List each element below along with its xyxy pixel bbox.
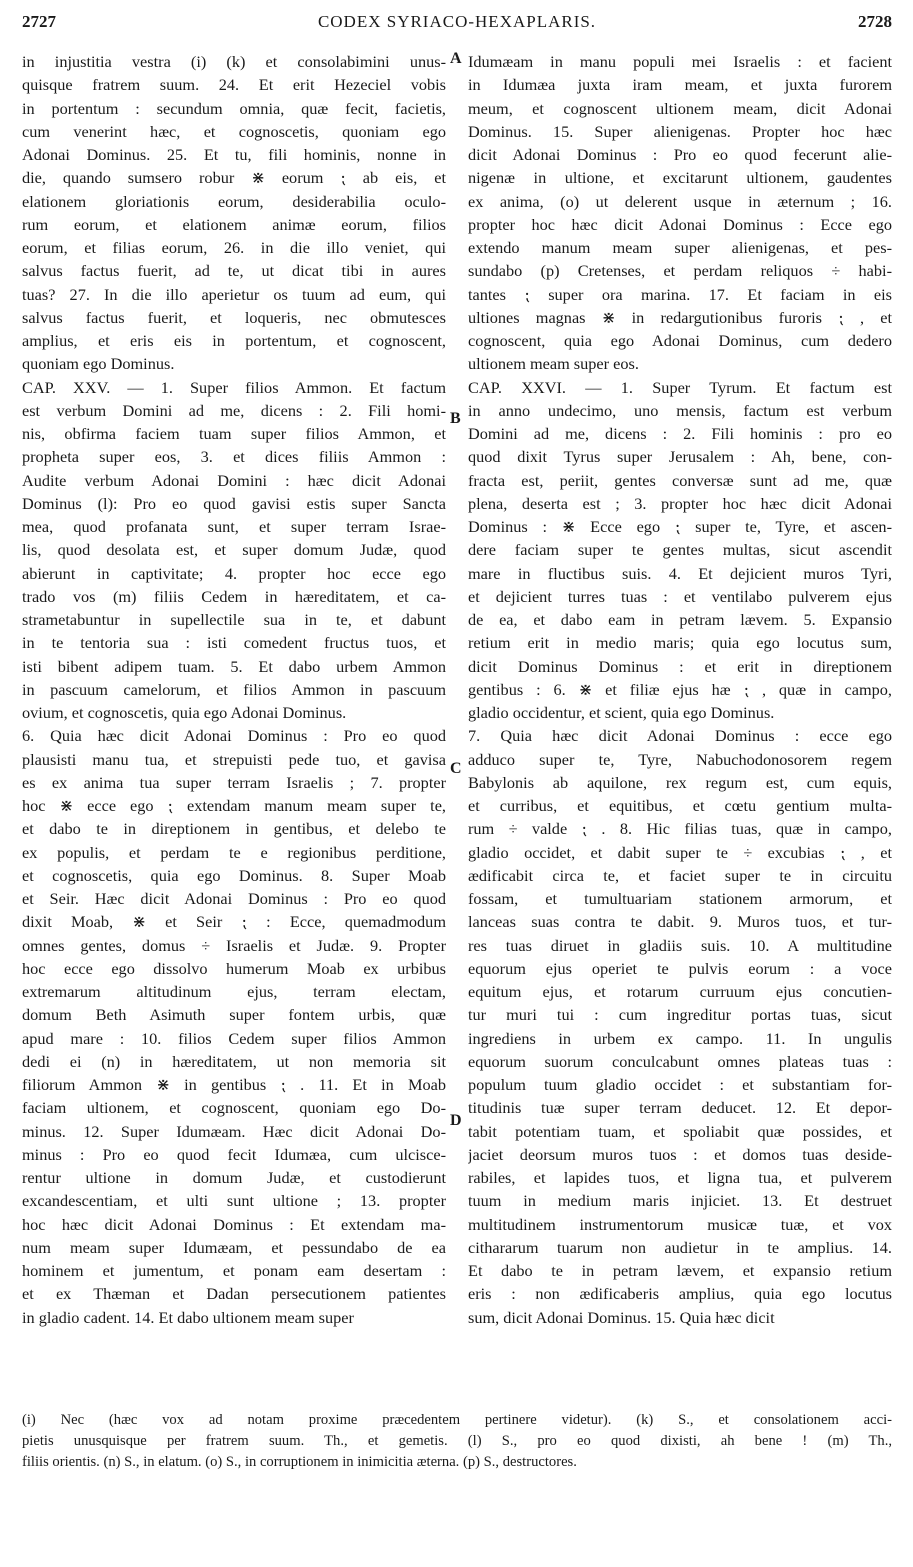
text-line: nis, obfirma faciem tuam super filios Ammon, et [22,424,446,443]
text-line: in injustitia vestra (i) (k) et consolabimini unus- [22,52,446,71]
text-line: Dominus (l): Pro eo quod gavisi estis super Sancta [22,493,446,513]
text-line: dere faciam super te gentes multas, sicut ascendit [468,540,892,560]
text-line: eorum, et filias eorum, 26. in die illo veniet, qui [22,238,446,257]
footnote-line: (i) Nec (hæc vox ad notam proxime præcedentem pertinere videtur). (k) S., et consolationem acci- [22,1412,892,1428]
text-line: dicit Adonai Dominus : Pro eo quod fecerunt alie- [468,145,892,164]
left-column [22,50,446,1329]
text-line: sundabo (p) Cretenses, et perdam reliquos ÷ habi- [468,261,892,281]
text-line: quoniam ego Dominus. [22,354,175,374]
text-line: quisque fratrem suum. 24. Et erit Hezeciel vobis [22,75,446,95]
text-line: hoc ecce ego dissolvo humerum Moab ex urbibus [22,958,446,978]
text-line: abierunt in captivitate; 4. propter hoc ecce ego [22,563,446,583]
text-line: in te tentoria sua : isti comedent fructus tuos, et [22,633,446,653]
text-line: populum tuum gladio occidet : et substantiam for- [468,1075,892,1094]
text-line: gladio occidentur, et scient, quia ego Dominus. [468,703,775,722]
text-line: ex anima, (o) ut delerent usque in æternum ; 16. [468,191,892,211]
text-line: lis, quod desolata est, et super domum Judæ, quod [22,540,446,560]
section-marker-a: A [450,50,462,67]
text-line: hominem et jumentum, et ponam eam desertam : [22,1261,446,1280]
text-line: Adonai Dominus. 25. Et tu, fili hominis, nonne in [22,145,446,164]
text-line: et ex Thæman et Dadan persecutionem patientes [22,1284,446,1304]
text-line: propheta super eos, 3. et dices filiis Ammon : [22,447,446,467]
text-line: 7. Quia hæc dicit Adonai Dominus : ecce ego [468,726,892,746]
text-line: Babylonis ab aquilone, rex regum est, cum equis, [468,772,892,792]
running-title: CODEX SYRIACO-HEXAPLARIS. [317,12,597,31]
text-line: et dejicient turres tuas : et ventilabo pulverem ejus [468,586,892,606]
text-line: equorum ejus operiet te pulvis eorum : a voce [468,958,892,978]
text-line: Dominus. 15. Super alienigenas. Propter hoc hæc [468,121,892,141]
text-line: tuum in medium maris injiciet. 13. Et destruet [468,1191,892,1211]
text-line: rum ÷ valde ⁏ . 8. Hic filias tuas, quæ in campo, [468,819,892,839]
text-line: gentibus : 6. ⋇ et filiæ ejus hæ ⁏ , quæ in campo, [468,679,892,699]
text-line: isti bibent adipem tuam. 5. Et dabo urbem Ammon [22,656,446,676]
text-line: Audite verbum Adonai Domini : hæc dicit Adonai [22,470,446,490]
text-line: num meam super Idumæam, et pessundabo de ea [22,1237,446,1257]
text-line: mare in fluctibus suis. 4. Et dejicient muros Tyri, [468,563,892,583]
text-line: plena, deserta est ; 3. propter hoc hæc dicit Adonai [468,493,892,513]
text-line: amplius, et eris eis in portentum, et cognoscent, [22,331,446,350]
text-line: equitum ejus, et rotarum curruum ejus concutien- [468,982,892,1001]
text-line: filiorum Ammon ⋇ in gentibus ⁏ . 11. Et in Moab [22,1075,446,1094]
text-line: domum Beth Asimuth super fontem urbis, quæ [22,1005,446,1025]
text-line: salvus factus fuerit, et loqueris, nec obmutesces [22,307,446,327]
text-line: faciam ultionem, et cognoscent, quoniam ego Do- [22,1098,446,1118]
text-line: rabiles, et lapides tuos, et ligna tua, et pulverem [468,1168,892,1187]
text-line: ultiones magnas ⋇ in redargutionibus furoris ⁏ , et [468,307,892,327]
text-line: trado vos (m) filiis Cedem in hæreditatem, et ca- [22,586,446,606]
text-line: dedi ei (n) in hæreditatem, ut non memoria sit [22,1051,446,1071]
section-marker-b: B [450,410,461,427]
section-marker-d: D [450,1112,462,1129]
text-line: in pascuum camelorum, et filios Ammon in pascuum [22,679,446,699]
text-line: hoc ⋇ ecce ego ⁏ extendam manum meam super te, [22,796,446,815]
text-line: rentur ultione in domum Judæ, et custodierunt [22,1168,446,1187]
text-line: tuas? 27. In die illo aperietur os tuum ad eum, qui [22,284,446,304]
text-line: Domini ad me, dicens : 2. Fili hominis : pro eo [468,424,892,443]
text-line: gladio occidet, et dabit super te ÷ excubias ⁏ , et [468,842,892,862]
text-line: titudinis tuæ super terram deducet. 12. Et depor- [468,1098,892,1118]
text-line: tabit potentiam tuam, et spoliabit quæ possides, et [468,1121,892,1141]
text-line: omnes gentes, domus ÷ Israelis et Judæ. 9. Propter [22,935,446,955]
text-line: in anno undecimo, uno mensis, factum est verbum [468,400,892,420]
text-line: rum eorum, et elationem animæ eorum, filios [22,214,446,234]
text-line: fossam, et tumultuariam stationem armorum, et [468,889,892,908]
text-line: minus. 12. Super Idumæam. Hæc dicit Adonai Do- [22,1121,446,1141]
page-number-right: 2728 [858,12,892,31]
text-line: ex populis, et perdam te e regionibus perditione, [22,842,446,862]
text-line: jaciet deorsum muros tuos : et domos tuas deside- [468,1144,892,1164]
footnote-line: filiis orientis. (n) S., in elatum. (o) S., in corruptionem in inimicitia æterna. (p) S., destructores. [22,1454,577,1470]
text-line: Idumæam in manu populi mei Israelis : et facient [468,52,892,71]
text-line: cithararum tuarum non audietur in te amplius. 14. [468,1237,892,1257]
text-line: hoc hæc dicit Adonai Dominus : Et extendam ma- [22,1214,446,1234]
footnote-line: pietis unusquisque per fratrem suum. Th., et gemetis. (l) S., pro eo quod dixisti, ah bene ! (m) Th., [22,1433,892,1449]
text-line: cum venerint hæc, et cognoscetis, quoniam ego [22,121,446,141]
text-line: quod dixit Tyrus super Jerusalem : Ah, bene, con- [468,447,892,467]
text-line: extendo manum meam super alienigenas, et pes- [468,238,892,257]
text-line: in Idumæa juxta iram meam, et juxta furorem [468,75,892,95]
text-line: fracta est, periit, gentes conversæ sunt ad me, quæ [468,470,892,490]
text-line: CAP. XXVI. — 1. Super Tyrum. Et factum est [468,377,892,397]
text-line: mea, quod profanata sunt, et super terram Israe- [22,517,446,536]
text-line: sum, dicit Adonai Dominus. 15. Quia hæc dicit [468,1307,775,1327]
text-line: ovium, et cognoscetis, quia ego Adonai Dominus. [22,703,347,722]
text-line: Et dabo te in petram lævem, et expansio retium [468,1261,892,1280]
text-line: est verbum Domini ad me, dicens : 2. Fili homi- [22,400,446,420]
footnotes [22,1410,892,1473]
text-line: eris : non ædificaberis amplius, quia ego locutus [468,1284,892,1304]
text-line: in portentum : secundum omnia, quæ fecit, facietis, [22,98,446,118]
text-line: tur muri tui : cum ingreditur portas tuas, sicut [468,1005,892,1025]
text-line: Dominus : ⋇ Ecce ego ⁏ super te, Tyre, et ascen- [468,517,892,536]
text-line: elationem gloriationis eorum, desiderabilia oculo- [22,191,446,211]
text-line: et Seir. Hæc dicit Adonai Dominus : Pro eo quod [22,889,446,908]
text-line: dixit Moab, ⋇ et Seir ⁏ : Ecce, quemadmodum [22,912,446,932]
text-line: de ea, et dabo eam in petram lævem. 5. Expansio [468,610,892,629]
text-line: in gladio cadent. 14. Et dabo ultionem meam super [22,1307,354,1327]
text-line: et curribus, et equitibus, et cœtu gentium multa- [468,796,892,815]
right-column [468,50,892,1329]
text-line: adduco super te, Tyre, Nabuchodonosorem regem [468,749,892,769]
text-line: multitudinem instrumentorum musicæ tuæ, et vox [468,1214,892,1234]
page-number-left: 2727 [22,12,56,31]
text-line: CAP. XXV. — 1. Super filios Ammon. Et factum [22,377,446,397]
text-line: strametabuntur in supellectile sua in te, et dabunt [22,610,446,629]
text-line: ædificabit circa te, et faciet super te in circuitu [468,865,892,885]
text-line: es ex anima tua super terram Israelis ; 7. propter [22,772,446,792]
text-line: res tuas diruet in gladiis suis. 10. A multitudine [468,935,892,955]
text-line: cognoscent, quia ego Adonai Dominus, cum dedero [468,331,892,350]
text-line: nigenæ in ultione, et excitarunt ultionem, gaudentes [468,168,892,188]
text-line: minus : Pro eo quod fecit Idumæa, cum ulcisce- [22,1144,446,1164]
text-line: et cognoscetis, quia ego Dominus. 8. Super Moab [22,865,446,885]
text-line: ingrediens in urbem ex campo. 11. In ungulis [468,1028,892,1048]
text-line: propter hoc hæc dicit Adonai Dominus : Ecce ego [468,214,892,234]
text-line: apud mare : 10. filios Cedem super filios Ammon [22,1028,446,1048]
page-header [22,12,892,36]
text-line: et dabo te in direptionem in gentibus, et delebo te [22,819,446,839]
text-line: extremarum altitudinum ejus, terram electam, [22,982,446,1001]
text-line: retium erit in medio maris; quia ego locutus sum, [468,633,892,653]
text-line: 6. Quia hæc dicit Adonai Dominus : Pro eo quod [22,726,446,746]
text-line: tantes ⁏ super ora marina. 17. Et faciam in eis [468,284,892,304]
text-line: ultionem meam super eos. [468,354,639,374]
text-line: excandescentiam, et ulti sunt ultione ; 13. propter [22,1191,446,1211]
section-marker-c: C [450,760,462,777]
text-line: lanceas suas contra te dabit. 9. Muros tuos, et tur- [468,912,892,932]
text-line: dicit Dominus Dominus : et erit in direptionem [468,656,892,676]
text-line: plausisti manu tua, et strepuisti pede tuo, et gavisa [22,749,446,769]
text-line: die, quando sumsero robur ⋇ eorum ⁏ ab eis, et [22,168,446,188]
text-line: meum, et cognoscent ultionem meam, dicit Adonai [468,98,892,118]
text-line: salvus factus fuerit, ad te, ut dicat tibi in aures [22,261,446,281]
text-line: equorum suorum conculcabunt omnes plateas tuas : [468,1051,892,1071]
